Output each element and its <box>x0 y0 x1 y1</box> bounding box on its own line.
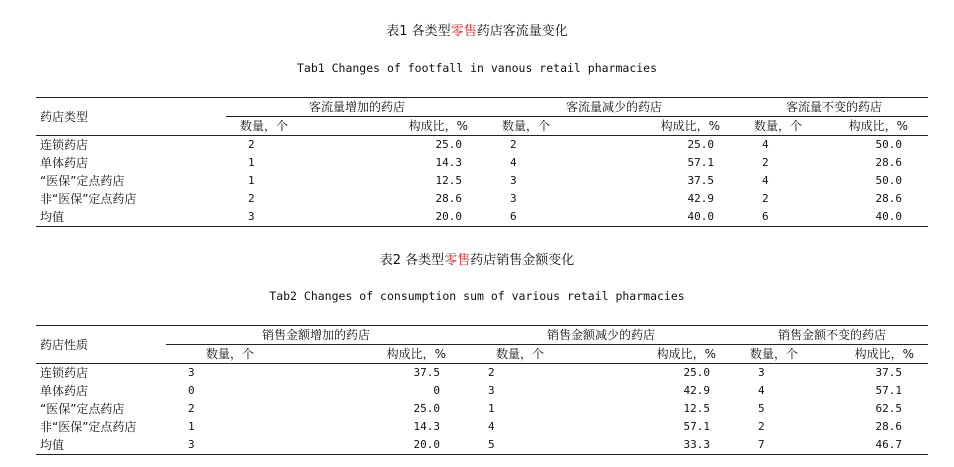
table1-subtitle: Tab1 Changes of footfall in vanous retail pharmacies <box>296 61 658 75</box>
table-row <box>36 190 928 208</box>
percent-cell: 25.0 <box>413 402 441 415</box>
row-label: 单体药店 <box>40 156 89 170</box>
table-row <box>36 208 928 227</box>
percent-cell: 46.7 <box>838 436 928 455</box>
table-row <box>36 418 928 436</box>
row-label: “医保”定点药店 <box>40 402 125 416</box>
count-cell: 1 <box>248 174 255 187</box>
count-cell: 2 <box>248 192 255 205</box>
count-cell: 1 <box>488 402 495 415</box>
table2-corner-header: 药店性质 <box>36 326 166 364</box>
percent-cell: 37.5 <box>413 366 441 379</box>
table2-group-header: 销售金额不变的药店 <box>736 326 928 345</box>
table-row <box>36 400 928 418</box>
percent-cell: 57.1 <box>687 156 715 169</box>
table1-group-header: 客流量不变的药店 <box>740 98 928 117</box>
percent-cell: 33.3 <box>616 436 736 455</box>
percent-cell: 28.6 <box>435 192 463 205</box>
row-label: “医保”定点药店 <box>40 174 125 188</box>
table2-subheader: 构成比，% <box>616 345 736 364</box>
table-row <box>36 136 928 155</box>
percent-cell: 14.3 <box>413 420 441 433</box>
count-cell: 6 <box>488 208 612 227</box>
count-cell: 3 <box>510 174 517 187</box>
count-cell: 7 <box>736 436 838 455</box>
percent-cell: 40.0 <box>612 208 740 227</box>
percent-cell: 20.0 <box>316 436 466 455</box>
table1-body <box>36 136 928 227</box>
table2-subheader: 数量，个 <box>466 345 616 364</box>
count-cell: 5 <box>466 436 616 455</box>
row-label: 非“医保”定点药店 <box>40 420 137 434</box>
percent-cell: 28.6 <box>875 420 903 433</box>
table1-subheader: 数量，个 <box>740 117 824 136</box>
count-cell: 3 <box>488 384 495 397</box>
count-cell: 2 <box>762 156 769 169</box>
percent-cell: 12.5 <box>683 402 711 415</box>
table2-title-prefix: 表2 各类型 <box>379 253 445 268</box>
row-label: 非“医保”定点药店 <box>40 192 137 206</box>
table-row <box>36 436 928 455</box>
percent-cell: 57.1 <box>683 420 711 433</box>
table1-title-suffix: 药店客流量变化 <box>476 24 568 39</box>
count-cell: 4 <box>758 384 765 397</box>
count-cell: 1 <box>248 156 255 169</box>
count-cell: 2 <box>488 366 495 379</box>
table-row <box>36 382 928 400</box>
table1-title <box>0 20 954 39</box>
table-row <box>36 364 928 383</box>
table-row <box>36 172 928 190</box>
table2-subheader: 数量，个 <box>166 345 316 364</box>
count-cell: 2 <box>762 192 769 205</box>
table2-group-header: 销售金额减少的药店 <box>466 326 736 345</box>
table2-subheader: 构成比，% <box>316 345 466 364</box>
percent-cell: 42.9 <box>683 384 711 397</box>
percent-cell: 20.0 <box>356 208 488 227</box>
count-cell: 5 <box>758 402 765 415</box>
percent-cell: 28.6 <box>875 156 903 169</box>
table1-subheader: 数量，个 <box>488 117 612 136</box>
count-cell: 2 <box>188 402 195 415</box>
count-cell: 2 <box>758 420 765 433</box>
percent-cell: 50.0 <box>875 138 903 151</box>
percent-cell: 25.0 <box>687 138 715 151</box>
percent-cell: 62.5 <box>875 402 903 415</box>
table2-title <box>0 249 954 268</box>
count-cell: 4 <box>488 420 495 433</box>
table1-group-header: 客流量减少的药店 <box>488 98 740 117</box>
percent-cell: 25.0 <box>435 138 463 151</box>
percent-cell: 37.5 <box>687 174 715 187</box>
table1-title-highlight: 零售 <box>450 24 477 39</box>
table1-corner-header: 药店类型 <box>36 98 226 136</box>
percent-cell: 37.5 <box>875 366 903 379</box>
table1-subheader: 数量，个 <box>226 117 356 136</box>
table1-group-header: 客流量增加的药店 <box>226 98 488 117</box>
table1-title-prefix: 表1 各类型 <box>386 24 451 39</box>
table1-subheader: 构成比，% <box>356 117 488 136</box>
table-row <box>36 154 928 172</box>
count-cell: 0 <box>188 384 195 397</box>
row-label: 均值 <box>36 208 226 227</box>
row-label: 均值 <box>36 436 166 455</box>
count-cell: 2 <box>248 138 255 151</box>
table1-subheader: 构成比，% <box>612 117 740 136</box>
count-cell: 4 <box>762 138 769 151</box>
table2-title-highlight: 零售 <box>444 253 471 268</box>
count-cell: 1 <box>188 420 195 433</box>
table2-title-suffix: 药店销售金额变化 <box>470 253 575 268</box>
table2-body <box>36 364 928 455</box>
count-cell: 4 <box>762 174 769 187</box>
row-label: 连锁药店 <box>40 138 89 152</box>
count-cell: 6 <box>740 208 824 227</box>
percent-cell: 50.0 <box>875 174 903 187</box>
percent-cell: 14.3 <box>435 156 463 169</box>
table2-subtitle: Tab2 Changes of consumption sum of various retail pharmacies <box>269 289 685 303</box>
percent-cell: 42.9 <box>687 192 715 205</box>
percent-cell: 25.0 <box>683 366 711 379</box>
table1 <box>36 97 928 227</box>
count-cell: 3 <box>758 366 765 379</box>
percent-cell: 12.5 <box>435 174 463 187</box>
count-cell: 4 <box>510 156 517 169</box>
table1-subheader: 构成比，% <box>824 117 928 136</box>
table2 <box>36 325 928 455</box>
count-cell: 2 <box>510 138 517 151</box>
count-cell: 3 <box>166 436 316 455</box>
count-cell: 3 <box>226 208 356 227</box>
percent-cell: 28.6 <box>875 192 903 205</box>
table2-subheader: 构成比，% <box>838 345 928 364</box>
table2-subheader: 数量，个 <box>736 345 838 364</box>
count-cell: 3 <box>510 192 517 205</box>
row-label: 单体药店 <box>40 384 89 398</box>
row-label: 连锁药店 <box>40 366 89 380</box>
percent-cell: 40.0 <box>824 208 928 227</box>
table2-group-header: 销售金额增加的药店 <box>166 326 466 345</box>
count-cell: 3 <box>188 366 195 379</box>
percent-cell: 0 <box>433 384 441 397</box>
percent-cell: 57.1 <box>875 384 903 397</box>
